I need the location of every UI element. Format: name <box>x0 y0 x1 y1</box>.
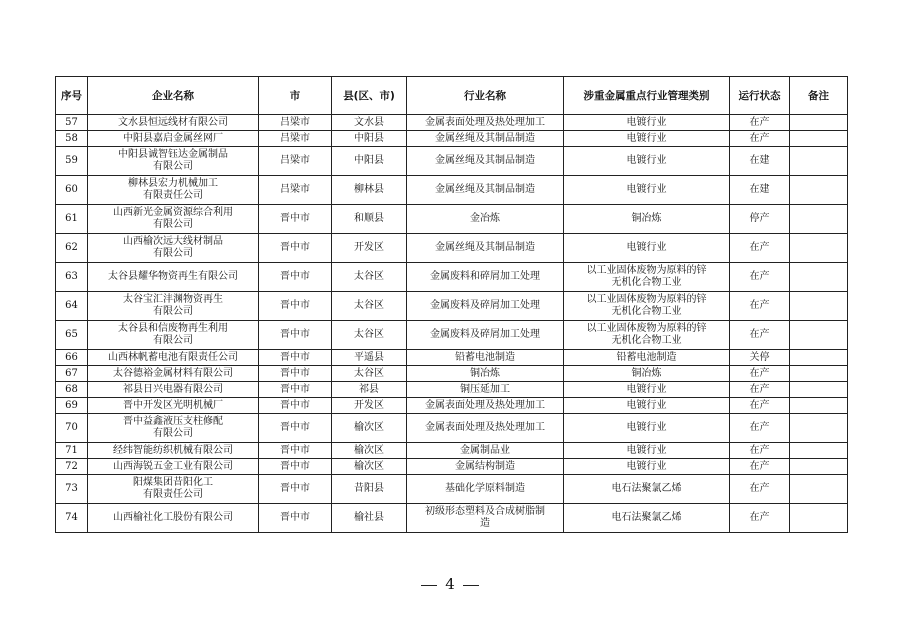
row-number: 73 <box>56 475 88 504</box>
city: 晋中市 <box>259 459 332 475</box>
remark <box>790 234 848 263</box>
run-status: 在产 <box>730 459 790 475</box>
company-name: 晋中益鑫液压支柱修配 有限公司 <box>88 414 259 443</box>
city: 吕梁市 <box>259 115 332 131</box>
management-category: 电石法聚氯乙烯 <box>564 475 730 504</box>
company-name: 文水县恒远线材有限公司 <box>88 115 259 131</box>
management-category: 电镀行业 <box>564 176 730 205</box>
run-status: 在产 <box>730 263 790 292</box>
page-footer <box>0 575 900 593</box>
county: 中阳县 <box>332 131 407 147</box>
page-number: 4 <box>445 575 455 593</box>
remark <box>790 459 848 475</box>
remark <box>790 263 848 292</box>
city: 晋中市 <box>259 263 332 292</box>
management-category: 电镀行业 <box>564 398 730 414</box>
row-number: 62 <box>56 234 88 263</box>
company-name: 山西林帆蓄电池有限责任公司 <box>88 350 259 366</box>
city: 晋中市 <box>259 382 332 398</box>
company-name: 祁县日兴电器有限公司 <box>88 382 259 398</box>
remark <box>790 176 848 205</box>
management-category: 以工业固体废物为原料的锌 无机化合物工业 <box>564 263 730 292</box>
city: 晋中市 <box>259 475 332 504</box>
county: 文水县 <box>332 115 407 131</box>
table-row <box>56 382 848 398</box>
industry-name: 金属丝绳及其制品制造 <box>407 131 564 147</box>
city: 晋中市 <box>259 350 332 366</box>
industry-name: 金属丝绳及其制品制造 <box>407 176 564 205</box>
run-status: 在建 <box>730 147 790 176</box>
table-row <box>56 263 848 292</box>
city: 晋中市 <box>259 321 332 350</box>
remark <box>790 321 848 350</box>
industry-name: 金属制品业 <box>407 443 564 459</box>
city: 晋中市 <box>259 414 332 443</box>
industry-name: 基础化学原料制造 <box>407 475 564 504</box>
row-number: 65 <box>56 321 88 350</box>
footer-dash <box>421 585 437 586</box>
management-category: 电镀行业 <box>564 443 730 459</box>
industry-name: 金属废料及碎屑加工处理 <box>407 321 564 350</box>
remark <box>790 398 848 414</box>
city: 晋中市 <box>259 398 332 414</box>
management-category: 电镀行业 <box>564 115 730 131</box>
remark <box>790 443 848 459</box>
city: 晋中市 <box>259 292 332 321</box>
run-status: 在产 <box>730 382 790 398</box>
management-category: 电镀行业 <box>564 131 730 147</box>
county: 榆次区 <box>332 443 407 459</box>
table-row <box>56 443 848 459</box>
industry-name: 金属丝绳及其制品制造 <box>407 147 564 176</box>
header-cell: 运行状态 <box>730 77 790 115</box>
table-row <box>56 321 848 350</box>
management-category: 电镀行业 <box>564 234 730 263</box>
county: 开发区 <box>332 398 407 414</box>
row-number: 70 <box>56 414 88 443</box>
city: 晋中市 <box>259 366 332 382</box>
city: 晋中市 <box>259 234 332 263</box>
industry-name: 金冶炼 <box>407 205 564 234</box>
table-row <box>56 475 848 504</box>
run-status: 在产 <box>730 234 790 263</box>
county: 太谷区 <box>332 263 407 292</box>
company-name: 山西新光金属资源综合利用 有限公司 <box>88 205 259 234</box>
table-row <box>56 459 848 475</box>
run-status: 在产 <box>730 366 790 382</box>
county: 平遥县 <box>332 350 407 366</box>
row-number: 71 <box>56 443 88 459</box>
remark <box>790 147 848 176</box>
company-name: 山西海锐五金工业有限公司 <box>88 459 259 475</box>
county: 和顺县 <box>332 205 407 234</box>
row-number: 66 <box>56 350 88 366</box>
management-category: 铅蓄电池制造 <box>564 350 730 366</box>
county: 开发区 <box>332 234 407 263</box>
industry-name: 金属废料及碎屑加工处理 <box>407 292 564 321</box>
footer-dash <box>463 585 479 586</box>
city: 晋中市 <box>259 504 332 533</box>
run-status: 在产 <box>730 504 790 533</box>
remark <box>790 115 848 131</box>
run-status: 在产 <box>730 115 790 131</box>
county: 柳林县 <box>332 176 407 205</box>
table-row <box>56 504 848 533</box>
table-row <box>56 350 848 366</box>
row-number: 59 <box>56 147 88 176</box>
run-status: 在产 <box>730 398 790 414</box>
run-status: 关停 <box>730 350 790 366</box>
county: 中阳县 <box>332 147 407 176</box>
table-row <box>56 176 848 205</box>
remark <box>790 414 848 443</box>
header-cell: 序号 <box>56 77 88 115</box>
industry-name: 金属表面处理及热处理加工 <box>407 414 564 443</box>
company-name: 经纬智能纺织机械有限公司 <box>88 443 259 459</box>
header-cell: 行业名称 <box>407 77 564 115</box>
run-status: 在产 <box>730 321 790 350</box>
enterprise-table <box>55 76 848 533</box>
run-status: 在建 <box>730 176 790 205</box>
header-cell: 县(区、市) <box>332 77 407 115</box>
management-category: 以工业固体废物为原料的锌 无机化合物工业 <box>564 321 730 350</box>
remark <box>790 131 848 147</box>
table-header-row <box>56 77 848 115</box>
industry-name: 金属废料和碎屑加工处理 <box>407 263 564 292</box>
header-cell: 涉重金属重点行业管理类别 <box>564 77 730 115</box>
management-category: 电镀行业 <box>564 414 730 443</box>
run-status: 在产 <box>730 443 790 459</box>
row-number: 60 <box>56 176 88 205</box>
industry-name: 初级形态塑料及合成树脂制 造 <box>407 504 564 533</box>
company-name: 太谷县耀华物资再生有限公司 <box>88 263 259 292</box>
table-row <box>56 205 848 234</box>
row-number: 58 <box>56 131 88 147</box>
industry-name: 金属结构制造 <box>407 459 564 475</box>
county: 榆社县 <box>332 504 407 533</box>
management-category: 铜冶炼 <box>564 205 730 234</box>
city: 吕梁市 <box>259 131 332 147</box>
table-row <box>56 115 848 131</box>
remark <box>790 205 848 234</box>
city: 吕梁市 <box>259 176 332 205</box>
management-category: 电石法聚氯乙烯 <box>564 504 730 533</box>
county: 太谷区 <box>332 292 407 321</box>
remark <box>790 292 848 321</box>
company-name: 山西榆次远大线材制品 有限公司 <box>88 234 259 263</box>
header-cell: 备注 <box>790 77 848 115</box>
run-status: 在产 <box>730 131 790 147</box>
company-name: 太谷德裕金属材料有限公司 <box>88 366 259 382</box>
table-row <box>56 234 848 263</box>
table-row <box>56 131 848 147</box>
remark <box>790 504 848 533</box>
industry-name: 金属表面处理及热处理加工 <box>407 115 564 131</box>
run-status: 在产 <box>730 475 790 504</box>
county: 榆次区 <box>332 414 407 443</box>
remark <box>790 366 848 382</box>
table-row <box>56 147 848 176</box>
row-number: 64 <box>56 292 88 321</box>
management-category: 电镀行业 <box>564 147 730 176</box>
row-number: 61 <box>56 205 88 234</box>
industry-name: 铜压延加工 <box>407 382 564 398</box>
table-row <box>56 414 848 443</box>
city: 晋中市 <box>259 205 332 234</box>
company-name: 中阳县嘉启金属丝网厂 <box>88 131 259 147</box>
management-category: 电镀行业 <box>564 459 730 475</box>
company-name: 中阳县诚智钰达金属制品 有限公司 <box>88 147 259 176</box>
company-name: 太谷县和信废物再生利用 有限公司 <box>88 321 259 350</box>
city: 吕梁市 <box>259 147 332 176</box>
table-row <box>56 366 848 382</box>
company-name: 柳林县宏力机械加工 有限责任公司 <box>88 176 259 205</box>
row-number: 57 <box>56 115 88 131</box>
company-name: 阳煤集团昔阳化工 有限责任公司 <box>88 475 259 504</box>
county: 昔阳县 <box>332 475 407 504</box>
row-number: 72 <box>56 459 88 475</box>
industry-name: 铜冶炼 <box>407 366 564 382</box>
run-status: 停产 <box>730 205 790 234</box>
header-cell: 市 <box>259 77 332 115</box>
remark <box>790 350 848 366</box>
county: 太谷区 <box>332 366 407 382</box>
table-row <box>56 398 848 414</box>
remark <box>790 475 848 504</box>
company-name: 山西榆社化工股份有限公司 <box>88 504 259 533</box>
run-status: 在产 <box>730 292 790 321</box>
row-number: 68 <box>56 382 88 398</box>
county: 太谷区 <box>332 321 407 350</box>
industry-name: 铅蓄电池制造 <box>407 350 564 366</box>
industry-name: 金属丝绳及其制品制造 <box>407 234 564 263</box>
row-number: 69 <box>56 398 88 414</box>
city: 晋中市 <box>259 443 332 459</box>
row-number: 63 <box>56 263 88 292</box>
table-row <box>56 292 848 321</box>
run-status: 在产 <box>730 414 790 443</box>
county: 榆次区 <box>332 459 407 475</box>
county: 祁县 <box>332 382 407 398</box>
management-category: 电镀行业 <box>564 382 730 398</box>
management-category: 铜冶炼 <box>564 366 730 382</box>
row-number: 74 <box>56 504 88 533</box>
remark <box>790 382 848 398</box>
company-name: 晋中开发区光明机械厂 <box>88 398 259 414</box>
row-number: 67 <box>56 366 88 382</box>
company-name: 太谷宝汇沣渊物资再生 有限公司 <box>88 292 259 321</box>
management-category: 以工业固体废物为原料的锌 无机化合物工业 <box>564 292 730 321</box>
header-cell: 企业名称 <box>88 77 259 115</box>
industry-name: 金属表面处理及热处理加工 <box>407 398 564 414</box>
